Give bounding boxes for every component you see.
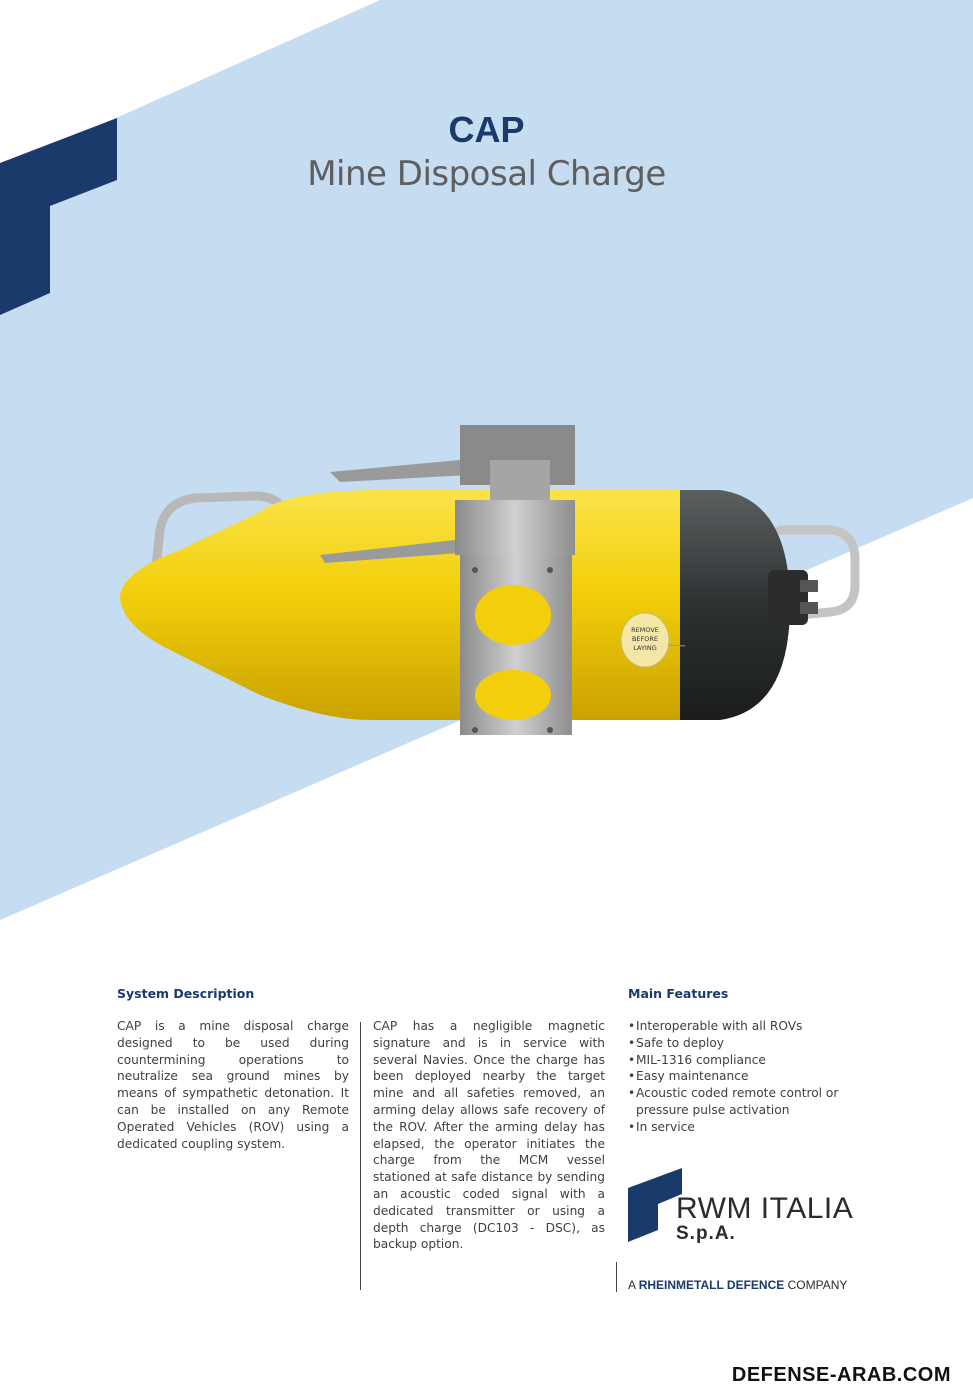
title-block — [0, 108, 973, 196]
feature-item: • Acoustic coded remote control or pressure pulse activation — [628, 1085, 878, 1119]
logo-name: RWM ITALIA — [676, 1192, 854, 1225]
company-line — [628, 1278, 847, 1292]
system-description-paragraph-2: CAP has a negligible magnetic signature and is in service with several Navies. Once the charge has been deployed nearby the target mine and all safeties removed, an arming delay allows safe recovery of the ROV. After the arming delay has elapsed, the operator initiates the charge from the MCM vessel stationed at safe distance by sending an acoustic coded signal with a dedicated transmitter or using a depth charge (DC103 - DSC), as backup option. — [373, 1019, 605, 1252]
tag-text: REMOVE — [631, 626, 659, 634]
logo-divider — [616, 1262, 617, 1292]
logo-suffix: S.p.A. — [676, 1223, 736, 1244]
system-description-paragraph-1: CAP is a mine disposal charge designed to be used during countermining operations to neutralize sea ground mines by means of sympathetic detonation. It can be installed on any Remote Operated Vehicles (ROV) using a dedicated coupling system. — [117, 1019, 349, 1151]
features-list — [628, 1018, 878, 1136]
feature-item: • In service — [628, 1119, 878, 1136]
feature-item: • Interoperable with all ROVs — [628, 1018, 878, 1035]
column-divider — [360, 1022, 361, 1290]
watermark: DEFENSE-ARAB.COM — [731, 1364, 951, 1386]
main-features-heading: Main Features — [628, 986, 729, 1001]
charge-body — [120, 490, 690, 720]
mine-disposal-charge-image — [110, 420, 870, 740]
feature-item: • Safe to deploy — [628, 1035, 878, 1052]
company-prefix: A — [628, 1278, 636, 1292]
feature-item: • MIL-1316 compliance — [628, 1052, 878, 1069]
svg-text:LAYING: LAYING — [633, 644, 657, 652]
system-description-heading: System Description — [117, 986, 255, 1001]
page-subtitle: Mine Disposal Charge — [307, 154, 666, 194]
svg-text:BEFORE: BEFORE — [631, 635, 659, 643]
page-title: CAP — [448, 109, 525, 150]
company-bold: RHEINMETALL DEFENCE — [638, 1278, 785, 1292]
company-suffix: COMPANY — [787, 1278, 848, 1292]
upper-arm — [330, 460, 470, 482]
feature-item: • Easy maintenance — [628, 1068, 878, 1085]
